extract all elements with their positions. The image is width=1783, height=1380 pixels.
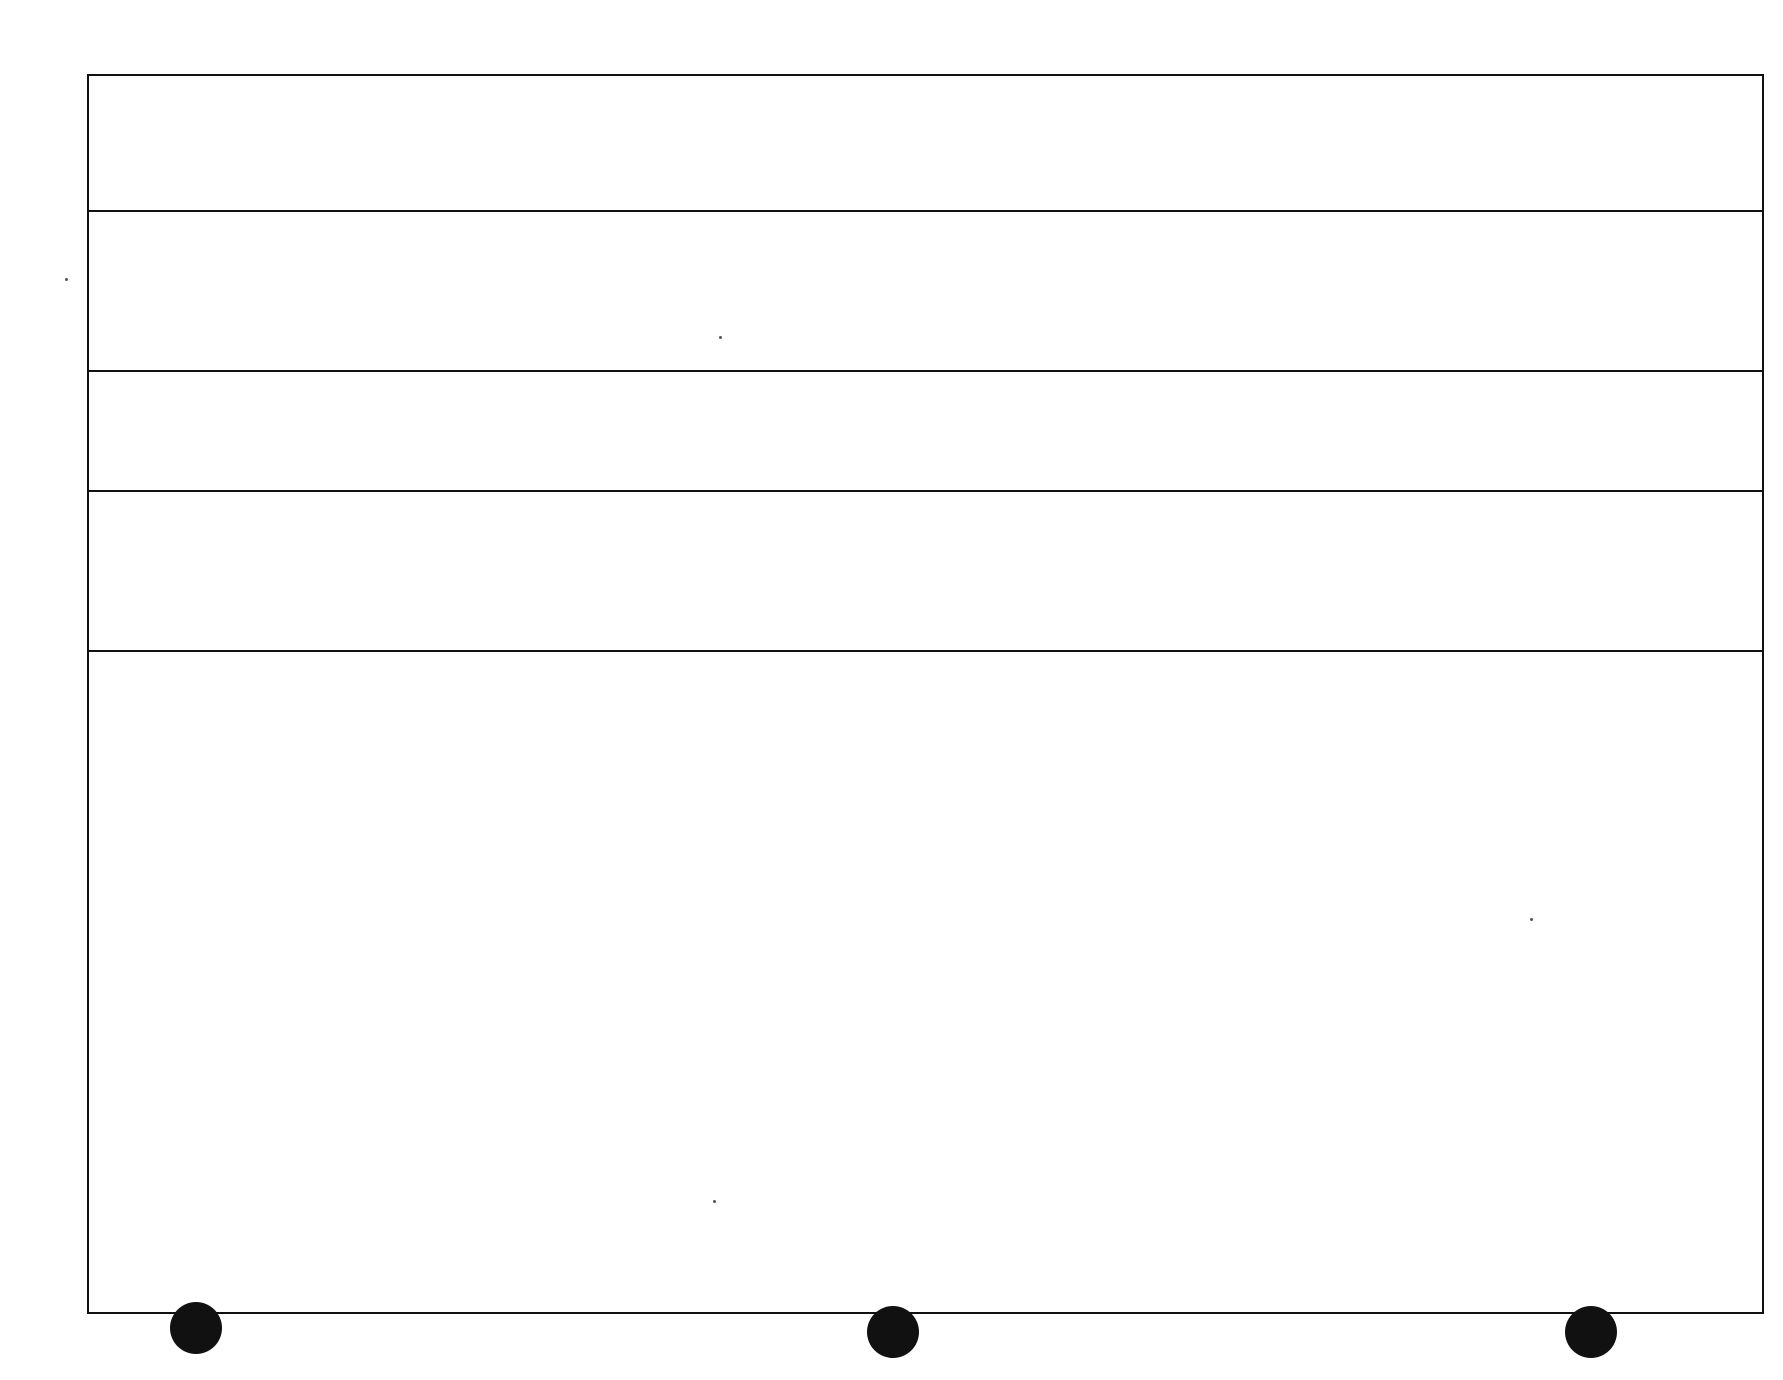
divider [89,370,1764,372]
report-frame [87,74,1764,1314]
binder-hole [867,1306,919,1358]
scan-speck [1530,918,1533,921]
divider [89,490,1764,492]
divider [87,210,1764,212]
divider [89,650,1764,652]
scan-speck [65,278,68,281]
scan-speck [719,336,722,339]
binder-hole [1565,1306,1617,1358]
scan-speck [713,1200,716,1203]
binder-hole [170,1302,222,1354]
